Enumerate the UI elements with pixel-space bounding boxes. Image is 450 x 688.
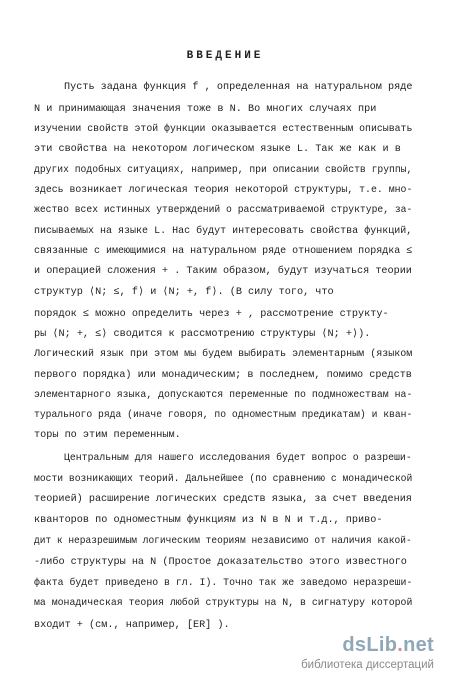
text-line: первого порядка) или монадическим; в последнем, помимо средств xyxy=(34,370,412,381)
text-line: N и принимающая значения тоже в N. Во многих случаях при xyxy=(34,104,377,115)
watermark-logo-tld: net xyxy=(403,634,434,656)
text-line: торы по этим переменным. xyxy=(34,430,181,441)
text-line: ма монадическая теория любой структуры на N, в сигнатуру которой xyxy=(34,598,413,609)
text-line: и операцией сложения + . Таким образом, будут изучаться теории xyxy=(34,266,412,277)
page-title: ВВЕДЕНИЕ xyxy=(186,50,264,62)
text-line: входит + (см., например, [ER] ). xyxy=(34,620,230,631)
text-line: ры ⟨N; +, ≤⟩ сводится к рассмотрению структуры ⟨N; +⟩). xyxy=(34,329,371,340)
text-line: Центральным для нашего исследования будет вопрос о разреши- xyxy=(64,453,412,464)
text-line: элементарного языка, допускаются переменные по подмножествам на- xyxy=(34,390,413,401)
text-line: жество всех истинных утверждений о рассматриваемой структуре, за- xyxy=(34,205,413,216)
text-line: писываемых на языке L. Нас будут интересовать свойства функций, xyxy=(34,226,413,237)
watermark-subtitle: библиотека диссертаций xyxy=(301,659,434,671)
watermark-logo-dot: . xyxy=(397,634,404,656)
text-line: Логический язык при этом мы будем выбирать элементарным (языком xyxy=(34,349,413,360)
watermark-logo-main: dsLib xyxy=(342,634,398,656)
text-line: дит к неразрешимым логическим теориям независимо от наличия какой- xyxy=(34,536,412,547)
text-line: структур ⟨N; ≤, f⟩ и ⟨N; +, f⟩. (В силу того, что xyxy=(34,287,334,298)
text-line: эти свойства на некотором логическом языке L. Так же как и в xyxy=(34,144,401,155)
text-line: факта будет приведено в гл. I). Точно так же заведомо неразреши- xyxy=(34,578,413,589)
watermark-logo xyxy=(342,634,434,657)
text-line: связанные с имеющимися на натуральном ряде отношением порядка ≤ xyxy=(34,246,413,257)
text-line: здесь возникает логическая теория некоторой структуры, т.е. мно- xyxy=(34,185,413,196)
text-line: Пусть задана функция f , определенная на натуральном ряде xyxy=(64,82,413,93)
text-line: теорией) расширение логических средств языка, за счет введения xyxy=(34,494,412,505)
text-line: -либо структуры на N (Простое доказательство этого известного xyxy=(34,557,407,568)
text-line: кванторов по одноместным функциям из N в N и т.д., приво- xyxy=(34,515,383,526)
text-line: других подобных ситуациях, например, при описании свойств группы, xyxy=(34,165,413,176)
text-line: порядок ≤ можно определить через + , рассмотрение структу- xyxy=(34,309,389,320)
watermark xyxy=(294,634,434,676)
text-line: турального ряда (иначе говоря, по одноместным предикатам) и кван- xyxy=(34,410,413,421)
text-line: мости возникающих теорий. Дальнейшее (по сравнению с монадической xyxy=(34,474,413,485)
text-line: изучении свойств этой функции оказывается естественным описывать xyxy=(34,124,413,135)
